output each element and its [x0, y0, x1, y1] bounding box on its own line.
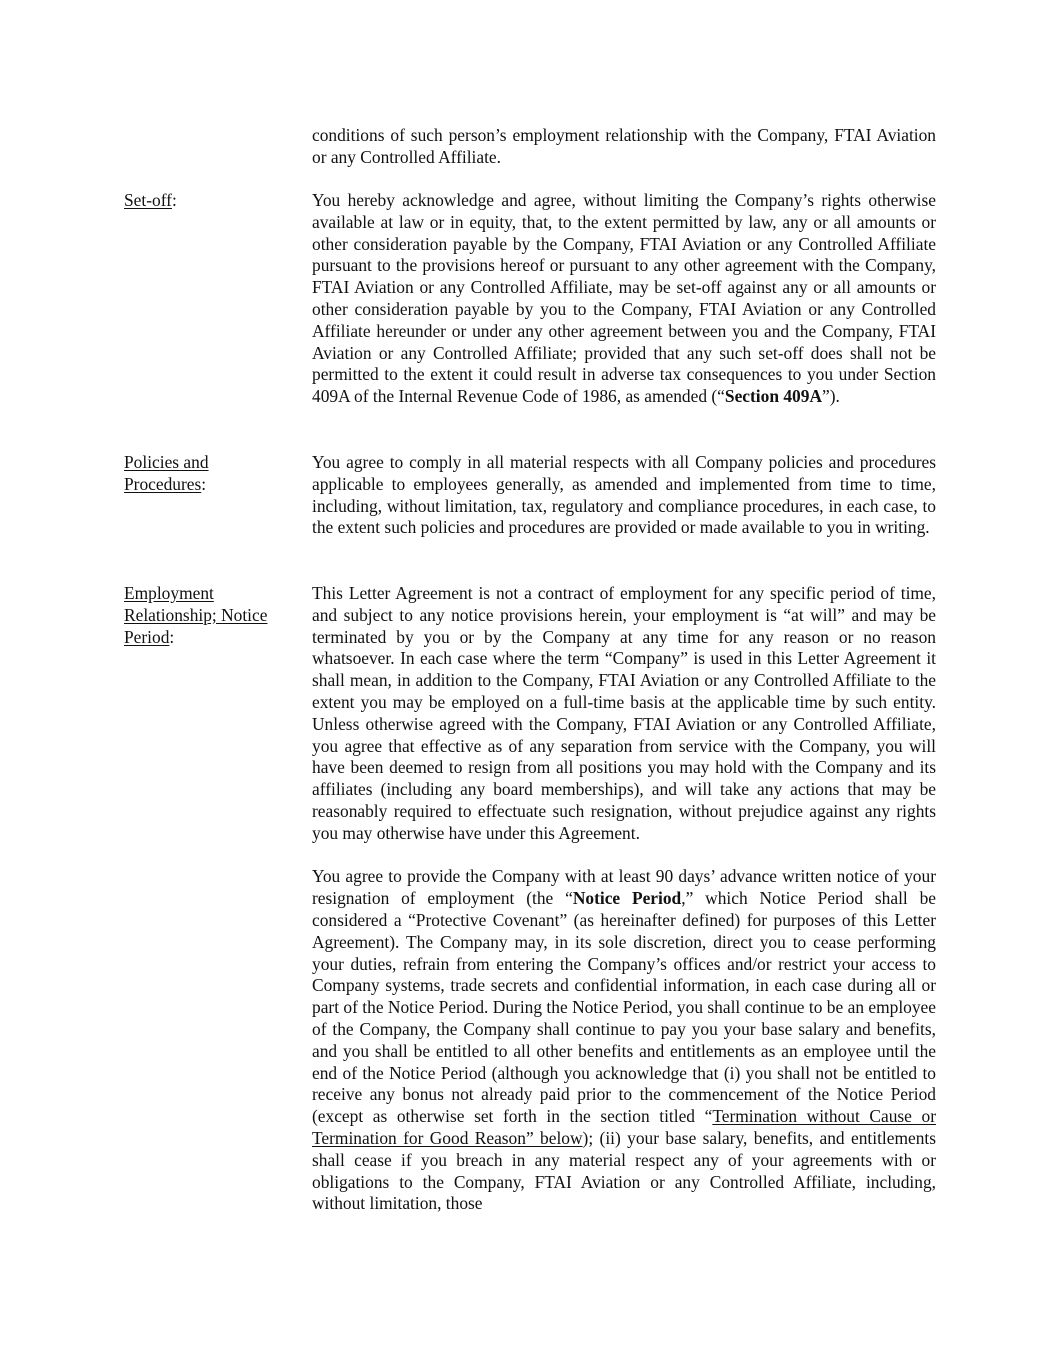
section-body-set-off [312, 190, 936, 408]
section-reference-termination: Termination without Cause or Termination for Good Reason” below [312, 1106, 936, 1148]
defined-term-section-409a: Section 409A [724, 386, 822, 407]
lead-paragraph: conditions of such person’s employment relationship with the Company, FTAI Aviation or any Controlled Affiliate. [312, 125, 936, 167]
employment-paragraph-2: You agree to provide the Company with at least 90 days’ advance written notice of your resignation of employment (the “Notice Period,” which Notice Period shall be considered a “Protective Covenant” (as hereinafter defined) for purposes of this Letter Agreement). The Company may, in its sole discretion, direct you to cease performing your duties, refrain from entering the Company’s offices and/or restrict your access to Company systems, trade secrets and confidential information, in each case during all or part of the Notice Period. During the Notice Period, you shall continue to be an employee of the Company, the Company shall continue to pay you your base salary and benefits, and you shall be entitled to all other benefits and entitlements as an employee until the end of the Notice Period (although you acknowledge that (i) you shall not be entitled to receive any bonus not already paid prior to the commencement of the Notice Period (except as otherwise set forth in the section titled “Termination without Cause or Termination for Good Reason” below); (ii) your base salary, benefits, and entitlements shall cease if you breach in any material respect any of your agreements with or obligations to the Company, FTAI Aviation or any Controlled Affiliate, including, without limitation, those [312, 866, 937, 1214]
section-label-set-off: Set-off: [124, 190, 177, 210]
employment-paragraph-1: This Letter Agreement is not a contract of employment for any specific period of time, and subject to any notice provisions herein, your employment is “at will” and may be terminated by you or by the Company at any time for any reason or no reason whatsoever. In each case where the term “Company” is used in this Letter Agreement it shall mean, in addition to the Company, FTAI Aviation or any Controlled Affiliate to the extent you may be employed on a full-time basis at the applicable time by such entity. Unless otherwise agreed with the Company, FTAI Aviation or any Controlled Affiliate, you agree that effective as of any separation from service with the Company, you will have been deemed to resign from all positions you may hold with the Company and its affiliates (including any board memberships), and will take any actions that may be reasonably required to effectuate such resignation, without prejudice against any rights you may otherwise have under this Agreement. [312, 583, 936, 843]
set-off-paragraph: You hereby acknowledge and agree, without limiting the Company’s rights otherwise available at law or in equity, that, to the extent permitted by law, any or all amounts or other consideration payable by the Company, FTAI Aviation or any Controlled Affiliate pursuant to the provisions hereof or pursuant to any other agreement with the Company, FTAI Aviation or any Controlled Affiliate, may be set-off against any or all amounts or other consideration payable by you to the Company, FTAI Aviation or any Controlled Affiliate hereunder or under any other agreement between you and the Company, FTAI Aviation or any Controlled Affiliate; provided that any such set-off does shall not be permitted to the extent it could result in adverse tax consequences to you under Section 409A of the Internal Revenue Code of 1986, as amended (“Section 409A”). [312, 190, 936, 407]
section-body-policies [312, 452, 936, 539]
defined-term-notice-period: Notice Period [572, 888, 682, 909]
policies-paragraph: You agree to comply in all material respects with all Company policies and procedures applicable to employees generally, as amended and implemented from time to time, including, without limitation, tax, regulatory and compliance procedures, in each case, to the extent such policies and procedures are provided or made available to you in writing. [312, 452, 936, 538]
section-label-employment: Employment Relationship; Notice Period: [124, 583, 268, 647]
section-label-policies: Policies and Procedures: [124, 452, 209, 494]
section-body-employment [312, 583, 936, 1215]
